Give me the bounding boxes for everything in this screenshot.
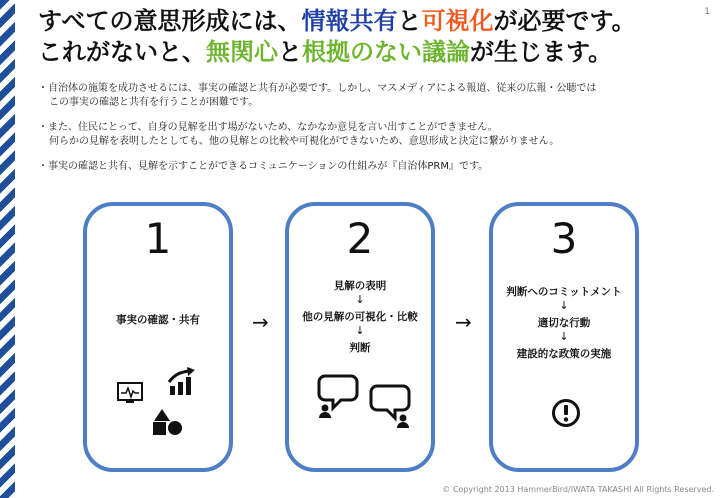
title-highlight-baseless-debate: 根拠のない議論 [302, 38, 470, 66]
bullet-item [38, 121, 698, 148]
title-highlight-info-sharing: 情報共有 [301, 7, 398, 35]
bullet-item [38, 82, 698, 109]
step-card-1 [83, 202, 233, 472]
step-label: 判断へのコミットメント [506, 286, 622, 298]
title-text: これがないと、 [38, 38, 206, 66]
title-highlight-visualization: 可視化 [421, 7, 494, 35]
step-label: 事実の確認・共有 [116, 314, 200, 326]
bullet-list [38, 82, 698, 186]
decorative-left-stripe [0, 0, 15, 498]
step-card-3 [489, 202, 639, 472]
down-arrow: ↓ [355, 324, 365, 337]
flow-arrow: → [455, 310, 472, 334]
step-label: 建設的な政策の実施 [516, 348, 612, 360]
monitor-chart-icon [117, 382, 143, 404]
title-highlight-indifference: 無関心 [206, 38, 278, 66]
bullet-text: 何らかの見解を表明したとしても、他の見解との比較や可視化ができないため、意思形成と決定に繋がりません。 [49, 135, 560, 147]
bullet-text: この事実の確認と共有を行うことが困難です。 [49, 96, 259, 108]
step-card-2 [285, 202, 435, 472]
growth-chart-icon [167, 366, 197, 396]
title-text: が生じます。 [470, 38, 613, 66]
step-number: 3 [550, 214, 578, 263]
title-text: が必要です。 [493, 7, 636, 35]
page-number: 1 [704, 7, 710, 17]
copyright-footer: © Copyright 2013 HammerBird/IWATA TAKASHI All Rights Reserved. [442, 485, 714, 494]
down-arrow: ↓ [559, 330, 569, 343]
page-title [38, 6, 698, 68]
bullet-item [38, 160, 698, 174]
title-line-2 [38, 37, 698, 68]
step-label: 他の見解の可視化・比較 [302, 311, 418, 323]
speech-bubble-user-icon [369, 384, 411, 430]
down-arrow: ↓ [559, 299, 569, 312]
bullet-text: ・事実の確認と共有、見解を示すことができるコミュニケーションの仕組みが『自治体PRM』です。 [38, 161, 489, 172]
speech-bubble-user-icon [317, 374, 359, 420]
step-label: 見解の表明 [333, 280, 387, 292]
bullet-text: ・自治体の施策を成功させるには、事実の確認と共有が必要です。しかし、マスメディアによる報道、従来の広報・公聴では [38, 83, 597, 94]
step-number: 2 [346, 214, 374, 263]
step-label: 適切な行動 [537, 317, 591, 329]
title-line-1 [38, 6, 698, 37]
title-text: すべての意思形成には、 [38, 7, 302, 35]
bullet-text: ・また、住民にとって、自身の見解を出す場がないため、なかなか意見を言い出すことができません。 [38, 122, 498, 133]
title-text: と [397, 7, 422, 35]
exclamation-circle-icon [551, 398, 581, 428]
step-label: 判断 [349, 342, 371, 354]
down-arrow: ↓ [355, 293, 365, 306]
shapes-icon [151, 408, 185, 438]
step-number: 1 [144, 214, 172, 263]
title-text: と [278, 38, 302, 66]
flow-arrow: → [252, 310, 269, 334]
